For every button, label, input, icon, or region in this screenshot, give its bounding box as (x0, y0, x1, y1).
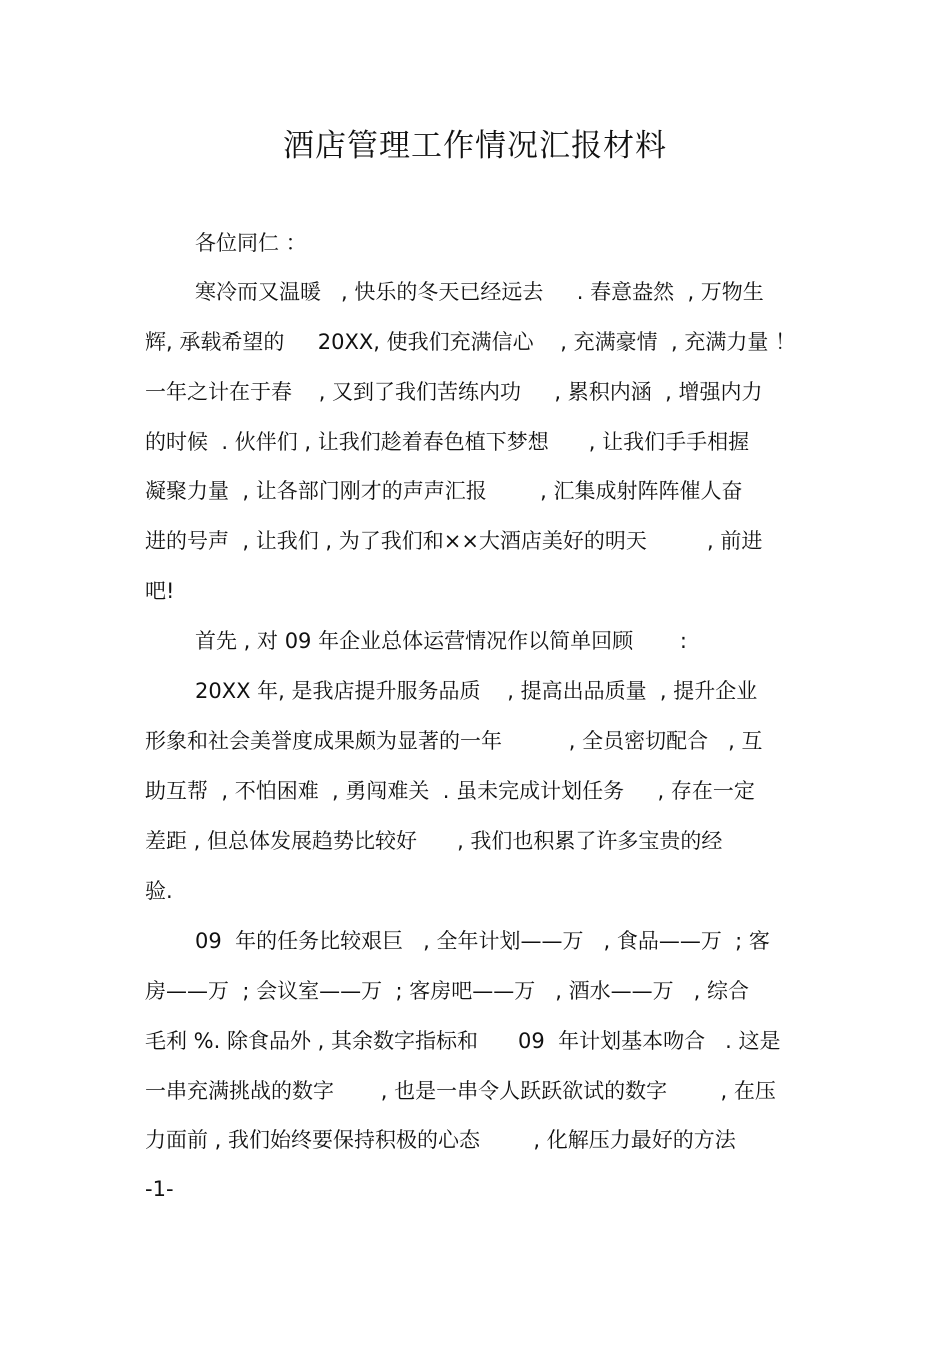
body-line: 形象和社会美誉度成果颇为显著的一年 , 全员密切配合 , 互 (145, 729, 763, 753)
body-line: 一串充满挑战的数字 , 也是一串令人跃跃欲试的数字 , 在压 (145, 1079, 776, 1103)
body-line: 进的号声 , 让我们 , 为了我们和××大酒店美好的明天 , 前进 (145, 529, 763, 553)
body-line: 毛利 %. 除食品外 , 其余数字指标和 09 年计划基本吻合 . 这是 (145, 1029, 781, 1053)
body-line: 差距 , 但总体发展趋势比较好 , 我们也积累了许多宝贵的经 (145, 829, 723, 853)
body-line: 09 年的任务比较艰巨 , 全年计划——万 , 食品——万 ; 客 (195, 929, 770, 953)
body-line: 力面前 , 我们始终要保持积极的心态 , 化解压力最好的方法 (145, 1128, 736, 1152)
body-line: 凝聚力量 , 让各部门刚才的声声汇报 , 汇集成射阵阵催人奋 (145, 479, 743, 503)
page-number: -1- (145, 1177, 174, 1201)
body-line: 吧! (145, 579, 175, 603)
document-title: 酒店管理工作情况汇报材料 (283, 128, 667, 164)
salutation-line: 各位同仁 ： (195, 231, 307, 255)
body-line: 寒冷而又温暖 , 快乐的冬天已经远去 . 春意盎然 , 万物生 (195, 280, 764, 304)
body-line: 一年之计在于春 , 又到了我们苦练内功 , 累积内涵 , 增强内力 (145, 380, 763, 404)
body-line: 验. (145, 879, 173, 903)
body-line: 的时候 . 伙伴们 , 让我们趁着春色植下梦想 , 让我们手手相握 (145, 430, 750, 454)
body-line: 助互帮 , 不怕困难 , 勇闯难关 . 虽未完成计划任务 , 存在一定 (145, 779, 755, 803)
body-line: 首先 , 对 09 年企业总体运营情况作以简单回顾 : (195, 629, 687, 653)
body-line: 房——万 ; 会议室——万 ; 客房吧——万 , 酒水——万 , 综合 (145, 979, 749, 1003)
body-line: 辉, 承载希望的 20XX, 使我们充满信心 , 充满豪情 , 充满力量 ！ (145, 330, 796, 354)
body-line: 20XX 年, 是我店提升服务品质 , 提高出品质量 , 提升企业 (195, 679, 758, 703)
